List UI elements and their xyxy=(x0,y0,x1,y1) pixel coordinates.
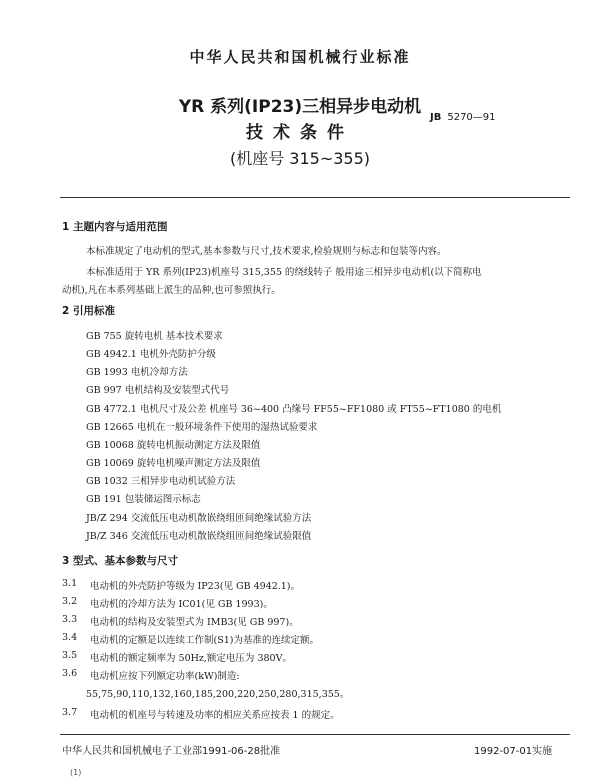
clause-number: 3.2 xyxy=(62,596,78,607)
reference-item: GB 191 包装储运图示标志 xyxy=(86,494,201,505)
clause-number: 3.5 xyxy=(62,650,78,661)
clause-number: 3.4 xyxy=(62,632,78,643)
standard-code xyxy=(430,112,496,123)
reference-item: GB 1032 三相异步电动机试验方法 xyxy=(86,476,236,487)
clause-text: 电动机的冷却方法为 IC01(见 GB 1993)。 xyxy=(90,599,273,610)
document-title-line2: 技术条件 xyxy=(246,123,354,143)
clause-number: 3.1 xyxy=(62,578,78,589)
reference-item: JB/Z 294 交流低压电动机散嵌绕组匝间绝缘试验方法 xyxy=(86,513,312,524)
section1-paragraph1: 本标准规定了电动机的型式,基本参数与尺寸,技术要求,检验规则与标志和包装等内容。 xyxy=(86,246,447,257)
reference-item: GB 755 旋转电机 基本技术要求 xyxy=(86,331,223,342)
clause-text: 电动机的外壳防护等级为 IP23(见 GB 4942.1)。 xyxy=(90,581,301,592)
clause-number: 3.6 xyxy=(62,668,78,679)
section2-heading: 2 引用标准 xyxy=(62,305,115,317)
reference-item: GB 12665 电机在一般环境条件下使用的湿热试验要求 xyxy=(86,422,318,433)
reference-item: GB 997 电机结构及安装型式代号 xyxy=(86,385,230,396)
clause-text: 电动机的额定频率为 50Hz,额定电压为 380V。 xyxy=(90,653,292,664)
reference-item: GB 1993 电机冷却方法 xyxy=(86,367,188,378)
approval-date: 中华人民共和国机械电子工业部1991-06-28批准 xyxy=(62,746,281,757)
document-title-line1: YR 系列(IP23)三相异步电动机 xyxy=(178,97,422,117)
reference-item: JB/Z 346 交流低压电动机散嵌绕组匝间绝缘试验限值 xyxy=(86,531,312,542)
standard-number: 5270—91 xyxy=(447,112,496,123)
standard-prefix: JB xyxy=(430,112,442,123)
reference-item: GB 10069 旋转电机噪声测定方法及限值 xyxy=(86,458,261,469)
section3-heading: 3 型式、基本参数与尺寸 xyxy=(62,555,178,567)
section1-paragraph2a: 本标准适用于 YR 系列(IP23)机座号 315,355 的绕线转子 般用途三相异步电动机(以下简称电 xyxy=(86,267,482,278)
page-mark: (1) xyxy=(70,768,82,777)
footer-divider xyxy=(60,734,570,735)
issuing-organization: 中华人民共和国机械行业标准 xyxy=(189,48,411,66)
reference-item: GB 4772.1 电机尺寸及公差 机座号 36~400 凸缘号 FF55~FF1080 或 FT55~FT1080 的电机 xyxy=(86,404,502,415)
clause-text: 电动机的结构及安装型式为 IMB3(见 GB 997)。 xyxy=(90,617,299,628)
clause-text: 电动机的定额是以连续工作制(S1)为基准的连续定额。 xyxy=(90,635,319,646)
clause-text: 电动机应按下列额定功率(kW)制造: xyxy=(90,671,240,682)
clause-text: 电动机的机座号与转速及功率的相应关系应按表 1 的规定。 xyxy=(90,710,340,721)
clause-number: 3.7 xyxy=(62,707,78,718)
section1-paragraph2b: 动机),凡在本系列基础上派生的品种,也可参照执行。 xyxy=(62,285,281,296)
effective-date: 1992-07-01实施 xyxy=(474,746,553,757)
clause-number: 3.3 xyxy=(62,614,78,625)
power-ratings-list: 55,75,90,110,132,160,185,200,220,250,280,315,355。 xyxy=(86,689,350,700)
header-divider xyxy=(60,197,570,198)
section1-heading: 1 主题内容与适用范围 xyxy=(62,221,168,233)
reference-item: GB 10068 旋转电机振动测定方法及限值 xyxy=(86,440,261,451)
reference-item: GB 4942.1 电机外壳防护分级 xyxy=(86,349,216,360)
document-title-line3: (机座号 315~355) xyxy=(229,149,371,168)
